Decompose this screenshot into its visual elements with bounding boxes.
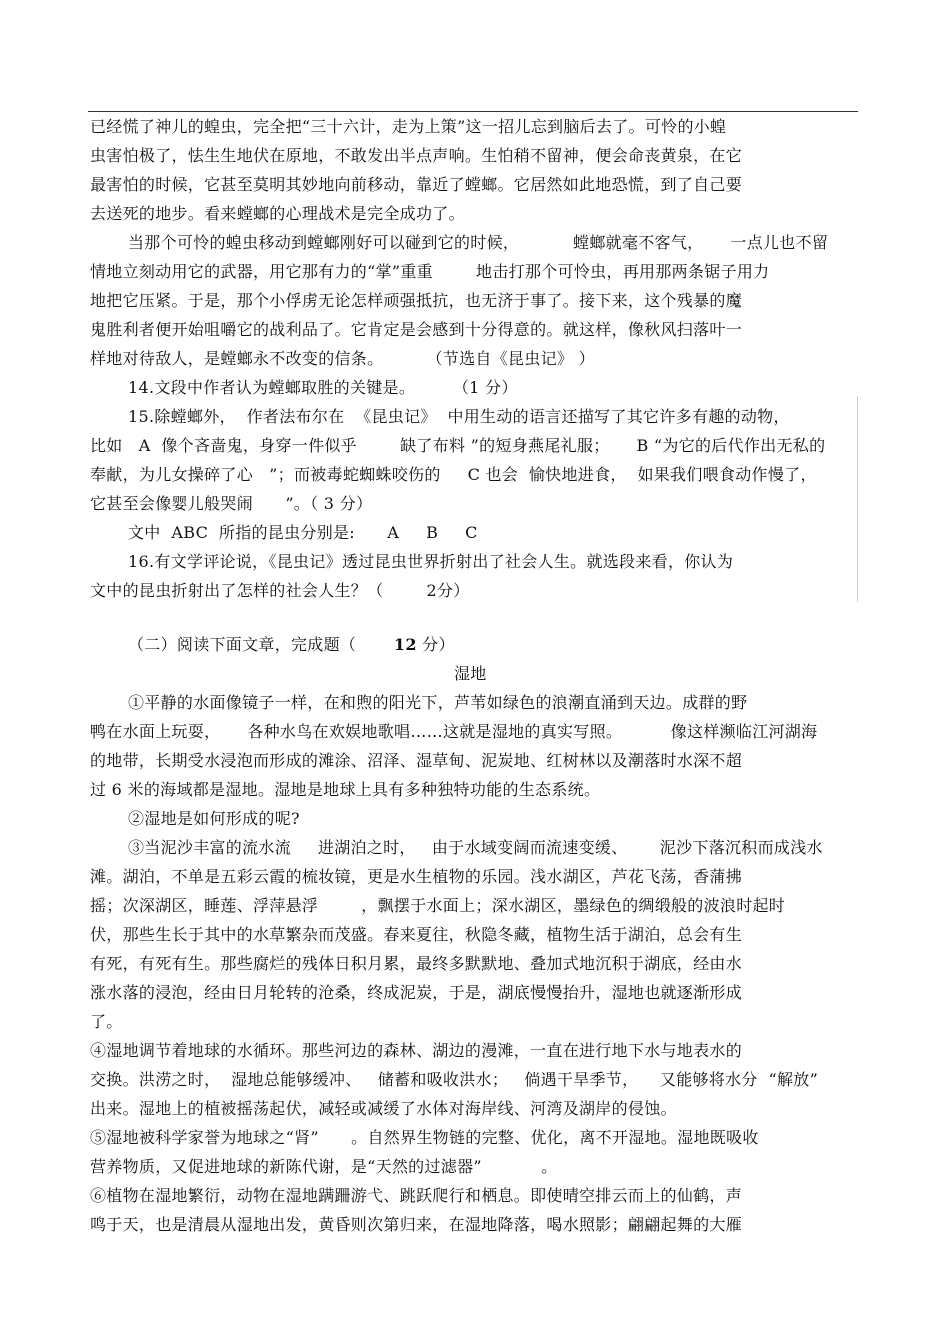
passage1-line: 情地立刻动用它的武器，用它那有力的“掌”重重 地击打那个可怜虫，再用那两条锯子用力 xyxy=(90,262,770,281)
article-line: ⑤湿地被科学家誉为地球之“肾” 。自然界生物链的完整、优化，离不开湿地。湿地既吸收 xyxy=(90,1128,759,1147)
article-line: 鸭在水面上玩耍， 各种水鸟在欢娱地歌唱……这就是湿地的真实写照。 像这样濒临江河湖海 xyxy=(90,722,818,741)
article-line: ②湿地是如何形成的呢? xyxy=(128,809,300,828)
question-15-answer: 文中 ABC 所指的昆虫分别是: A B C xyxy=(128,523,478,542)
passage1-line: 最害怕的时候，它甚至莫明其妙地向前移动，靠近了螳螂。它居然如此地恐慌，到了自己要 xyxy=(90,175,743,194)
article-line: 的地带，长期受水浸泡而形成的滩涂、沼泽、湿草甸、泥炭地、红树林以及潮落时水深不超 xyxy=(90,751,743,770)
passage1-line: 样地对待敌人，是螳螂永不改变的信条。 （节选自《昆虫记》 ） xyxy=(90,349,595,368)
passage1-line: 地把它压紧。于是，那个小俘虏无论怎样顽强抵抗，也无济于事了。接下来，这个残暴的魔 xyxy=(90,291,743,310)
section2-heading-suffix: 分） xyxy=(416,635,455,654)
article-line: ①平静的水面像镜子一样，在和煦的阳光下，芦苇如绿色的浪潮直涌到天边。成群的野 xyxy=(128,693,748,712)
article-line: 交换。洪涝之时， 湿地总能够缓冲、 储蓄和吸收洪水； 倘遇干旱季节， 又能够将水分 “解放” xyxy=(90,1070,819,1089)
passage1-line: 当那个可怜的蝗虫移动到螳螂刚好可以碰到它的时候， 螳螂就毫不客气， 一点儿也不留 xyxy=(128,233,829,252)
article-line: 摇；次深湖区，睡莲、浮萍悬浮 ，飘摆于水面上；深水湖区，墨绿色的绸缎般的波浪时起时 xyxy=(90,896,786,915)
passage1-line: 鬼胜利者便开始咀嚼它的战利品了。它肯定是会感到十分得意的。就这样，像秋风扫落叶一 xyxy=(90,320,743,339)
section2-heading-points: 12 xyxy=(393,635,417,654)
passage1-line: 已经慌了神儿的蝗虫，完全把“三十六计，走为上策”这一招儿忘到脑后去了。可怜的小蝗 xyxy=(90,117,727,136)
article-line: 营养物质，又促进地球的新陈代谢，是“天然的过滤器” 。 xyxy=(90,1157,558,1176)
article-line: ⑥植物在湿地繁衍，动物在湿地蹒跚游弋、跳跃爬行和栖息。即使晴空排云而上的仙鹤，声 xyxy=(90,1186,743,1205)
section2-heading-prefix: （二）阅读下面文章，完成题（ xyxy=(128,635,394,654)
article-line: 了。 xyxy=(90,1012,123,1031)
article-line: 有死，有死有生。那些腐烂的残体日积月累，最终多默默地、叠加式地沉积于湖底，经由水 xyxy=(90,954,743,973)
article-line: 过 6 米的海域都是湿地。湿地是地球上具有多种独特功能的生态系统。 xyxy=(90,780,601,799)
article-line: 伏，那些生长于其中的水草繁杂而茂盛。春来夏往，秋隐冬藏，植物生活于湖泊，总会有生 xyxy=(90,925,743,944)
top-rule xyxy=(88,111,858,112)
question-15-line: 比如 A 像个吝啬鬼，身穿一件似乎 缺了布料 ”的短身燕尾礼服； B “为它的后代作出无私的 xyxy=(90,436,826,455)
question-15-line: 奉献，为儿女操碎了心 ”；而被毒蛇蜘蛛咬伤的 C 也会 愉快地进食， 如果我们喂食动作慢了， xyxy=(90,465,817,484)
question-15-line: 它甚至会像婴儿般哭闹 ”。（ 3 分） xyxy=(90,494,373,513)
article-title: 湿地 xyxy=(454,664,487,683)
question-16-line: 文中的昆虫折射出了怎样的社会人生？（ 2分） xyxy=(90,581,470,600)
article-line: 鸣于天，也是清晨从湿地出发，黄昏则次第归来，在湿地降落，喝水照影；翩翩起舞的大雁 xyxy=(90,1215,743,1234)
article-line: 出来。湿地上的植被摇荡起伏，减轻或减缓了水体对海岸线、河湾及湖岸的侵蚀。 xyxy=(90,1099,677,1118)
passage1-line: 虫害怕极了，怯生生地伏在原地，不敢发出半点声响。生怕稍不留神，便会命丧黄泉，在它 xyxy=(90,146,743,165)
question-15-line: 15.除螳螂外， 作者法布尔在 《昆虫记》 中用生动的语言还描写了其它许多有趣的动物， xyxy=(128,407,790,426)
article-line: 滩。湖泊，不单是五彩云霞的梳妆镜，更是水生植物的乐园。浅水湖区，芦花飞荡，香蒲拂 xyxy=(90,867,743,886)
article-line: ③当泥沙丰富的流水流 进湖泊之时， 由于水域变阔而流速变缓、 泥沙下落沉积而成浅水 xyxy=(128,838,823,857)
article-line: ④湿地调节着地球的水循环。那些河边的森林、湖边的漫滩，一直在进行地下水与地表水的 xyxy=(90,1041,743,1060)
passage1-line: 去送死的地步。看来螳螂的心理战术是完全成功了。 xyxy=(90,204,465,223)
margin-bar xyxy=(857,396,858,602)
question-14: 14.文段中作者认为螳螂取胜的关键是。 （1 分） xyxy=(128,378,518,397)
section2-heading xyxy=(128,635,455,655)
question-16-line: 16.有文学评论说，《昆虫记》透过昆虫世界折射出了社会人生。就选段来看，你认为 xyxy=(128,552,734,571)
article-line: 涨水落的浸泡，经由日月轮转的沧桑，终成泥炭，于是，湖底慢慢抬升，湿地也就逐渐形成 xyxy=(90,983,743,1002)
